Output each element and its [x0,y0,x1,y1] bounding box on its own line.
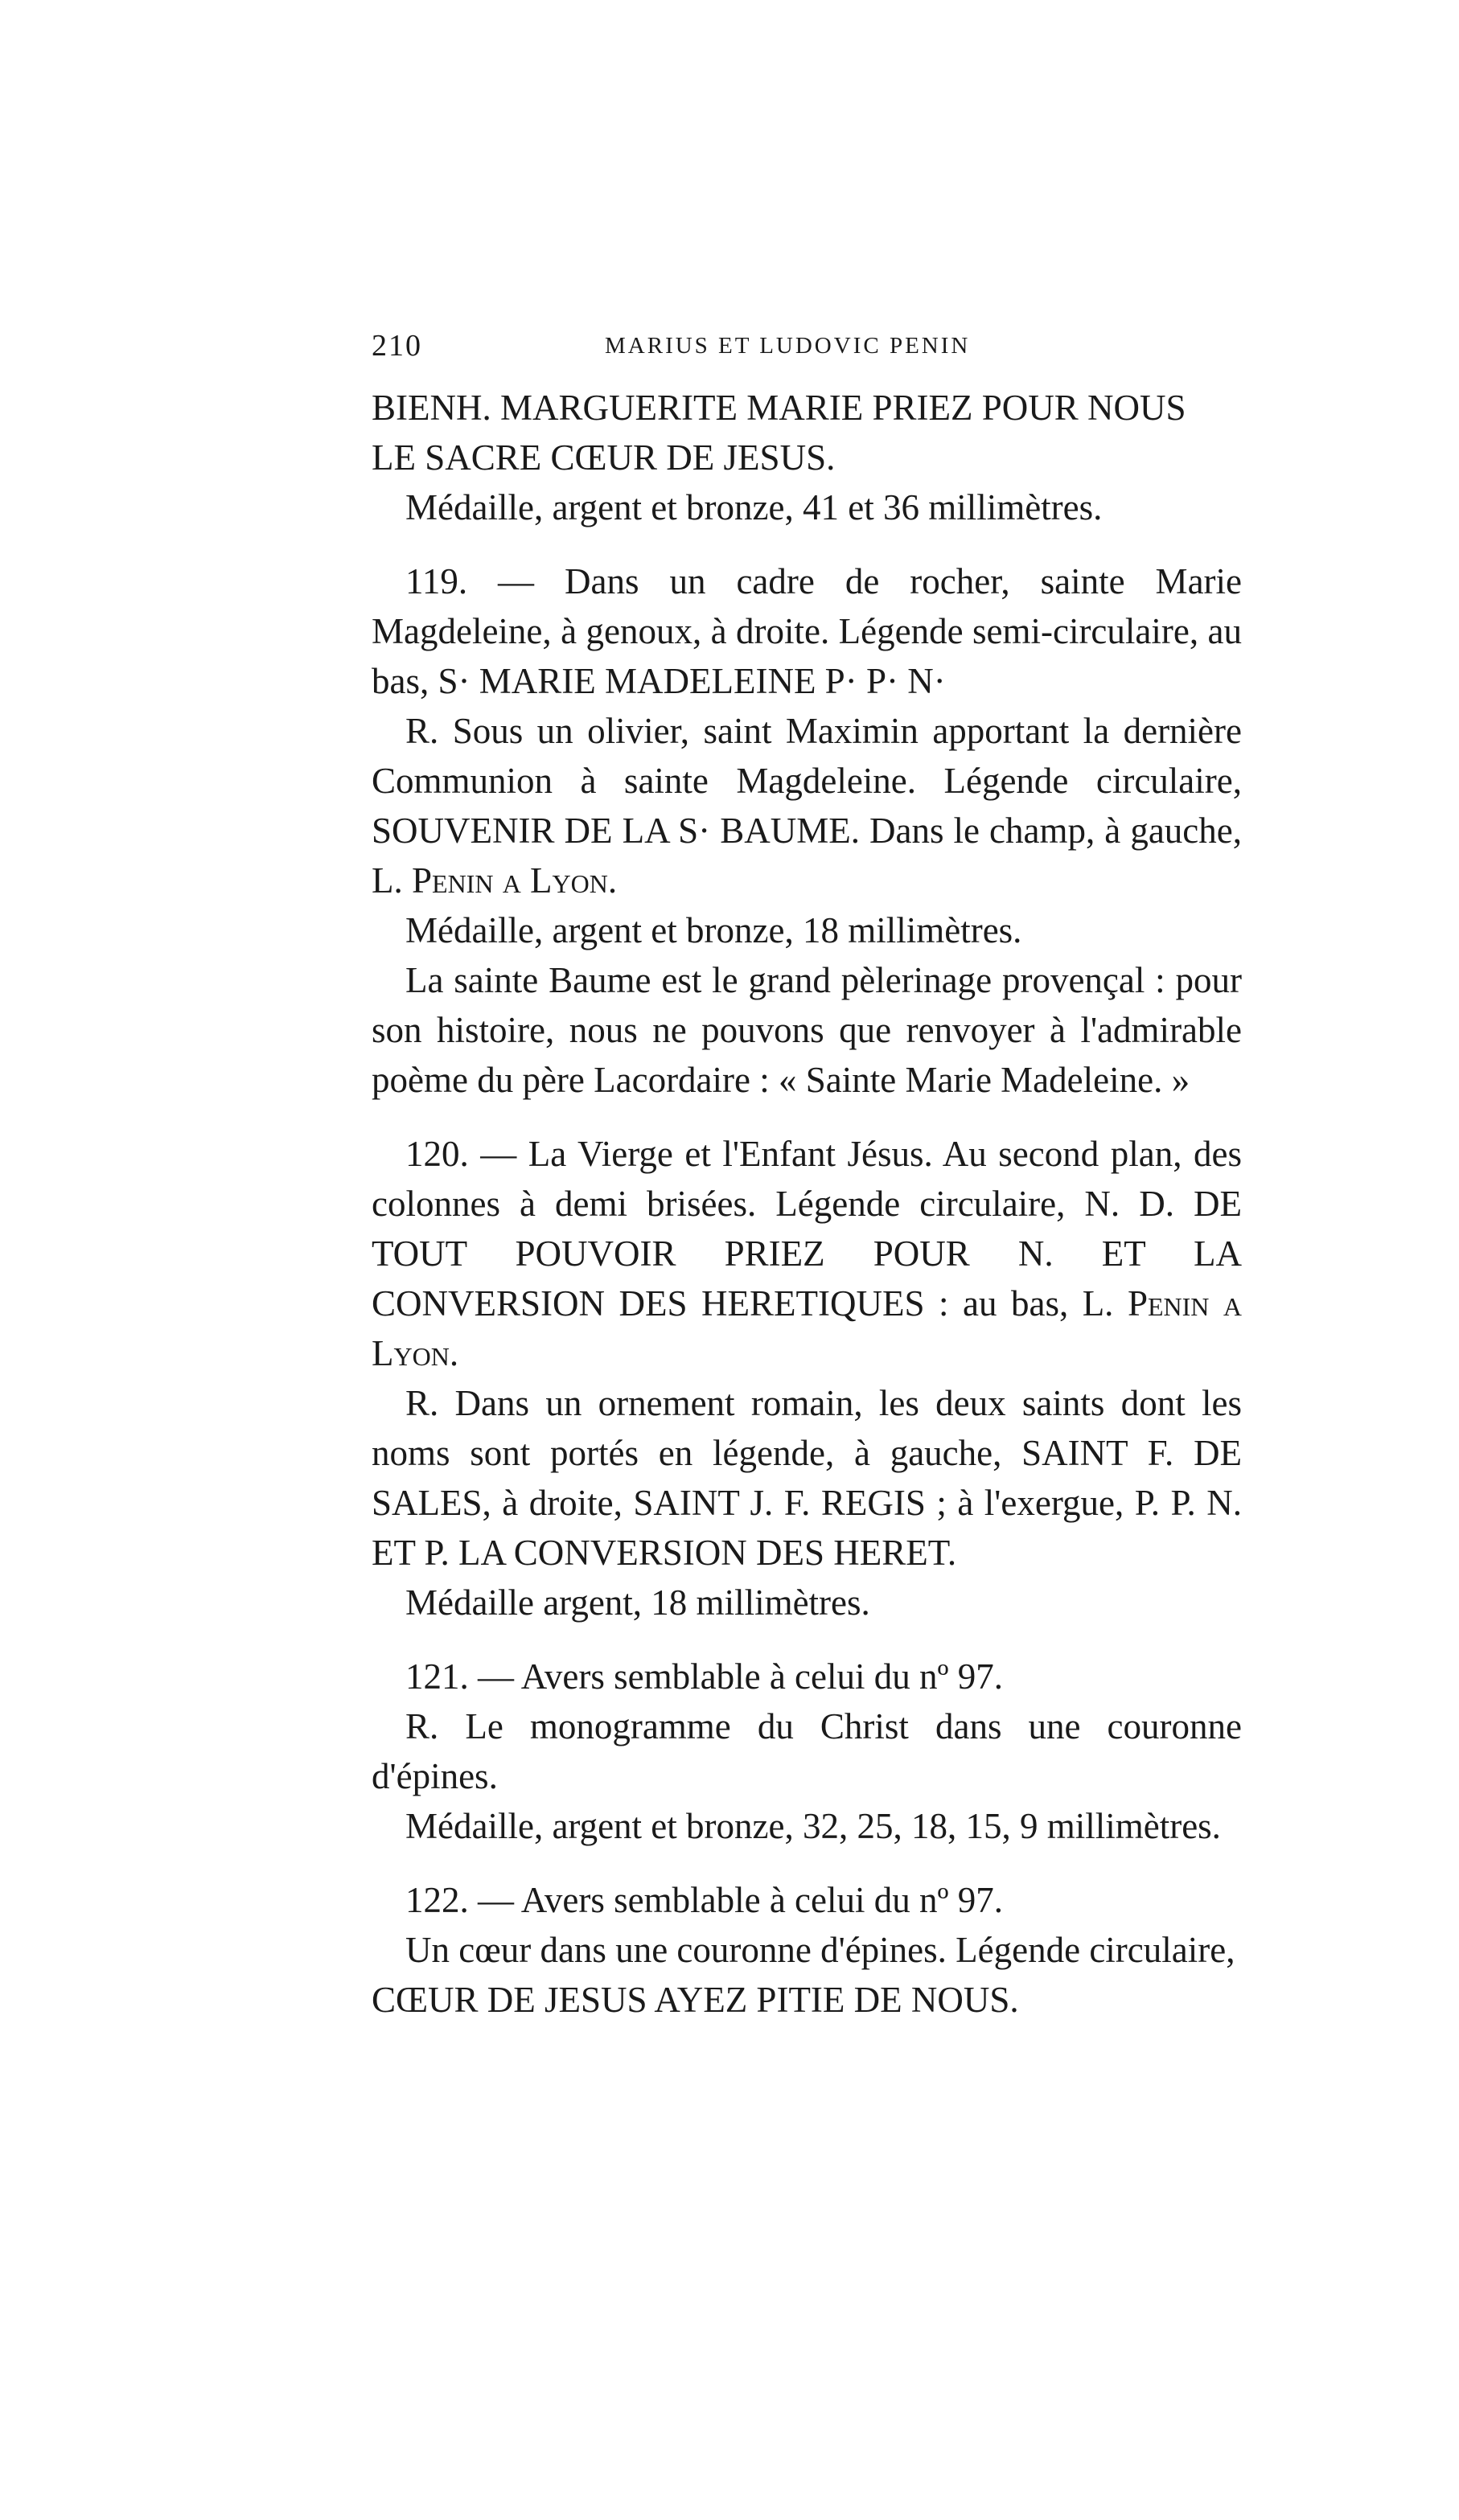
reverse-text: R. Sous un olivier, saint Maximin apportant la dernière Communion à sainte Magdeleine. Légende circulaire, SOUVENIR DE LA S· BAUME. Dans le champ, à gauche, L. [372,711,1242,901]
entry-119 [372,556,1242,1105]
medal-description: Médaille, argent et bronze, 18 millimètres. [405,910,1022,950]
obverse-description [372,1129,1242,1378]
medal-description: Médaille argent, 18 millimètres. [405,1582,870,1623]
book-page [372,328,1242,2049]
legend-continuation [372,383,1242,482]
legend-line-2: LE SACRE CŒUR DE JESUS. [372,437,836,478]
reverse-line-2: CŒUR DE JESUS AYEZ PITIE DE NOUS. [372,1980,1019,2020]
obverse-end: . [449,1333,459,1373]
medal-description: Médaille, argent et bronze, 32, 25, 18, 15, 9 millimètres. [405,1806,1221,1846]
running-head [372,328,1242,363]
reverse-end: . [607,860,618,901]
reverse-description: R. Dans un ornement romain, les deux saints dont les noms sont portés en légende, à gauche, SAINT F. DE SALES, à droite, SAINT J. F. REGIS ; à l'exergue, P. P. N. ET P. LA CONVERSION DES HERET. [372,1383,1242,1573]
reverse-description [372,1925,1242,2025]
obverse-description: 122. — Avers semblable à celui du nº 97. [405,1880,1003,1920]
obverse-description: 119. — Dans un cadre de rocher, sainte Marie Magdeleine, à genoux, à droite. Légende semi-circulaire, au bas, S· MARIE MADELEINE P· P· N· [372,561,1242,701]
entry-118-continuation [372,383,1242,532]
obverse-text: 120. — La Vierge et l'Enfant Jésus. Au second plan, des colonnes à demi brisées. Légende circulaire, N. D. DE TOUT POUVOIR PRIEZ POUR N. ET LA CONVERSION DES HERETIQUES : au bas, L. [372,1134,1242,1324]
engraver-signature: Penin a Lyon [412,860,608,901]
running-title: MARIUS ET LUDOVIC PENIN [605,333,971,359]
engraver-signature: Penin a Lyon [372,1283,1242,1373]
entry-120 [372,1129,1242,1627]
obverse-description: 121. — Avers semblable à celui du nº 97. [405,1656,1003,1697]
medal-description: Médaille, argent et bronze, 41 et 36 millimètres. [405,487,1103,527]
historical-note: La sainte Baume est le grand pèlerinage provençal : pour son histoire, nous ne pouvons que renvoyer à l'admirable poème du père Lacordaire : « Sainte Marie Madeleine. » [372,960,1242,1100]
reverse-description: R. Le monogramme du Christ dans une couronne d'épines. [372,1706,1242,1796]
page-number: 210 [372,329,422,363]
reverse-line-1: Un cœur dans une couronne d'épines. Légende circulaire, [405,1930,1235,1970]
entry-121 [372,1652,1242,1851]
entry-122 [372,1875,1242,2025]
legend-line-1: BIENH. MARGUERITE MARIE PRIEZ POUR NOUS [372,388,1186,428]
reverse-description [372,706,1242,905]
